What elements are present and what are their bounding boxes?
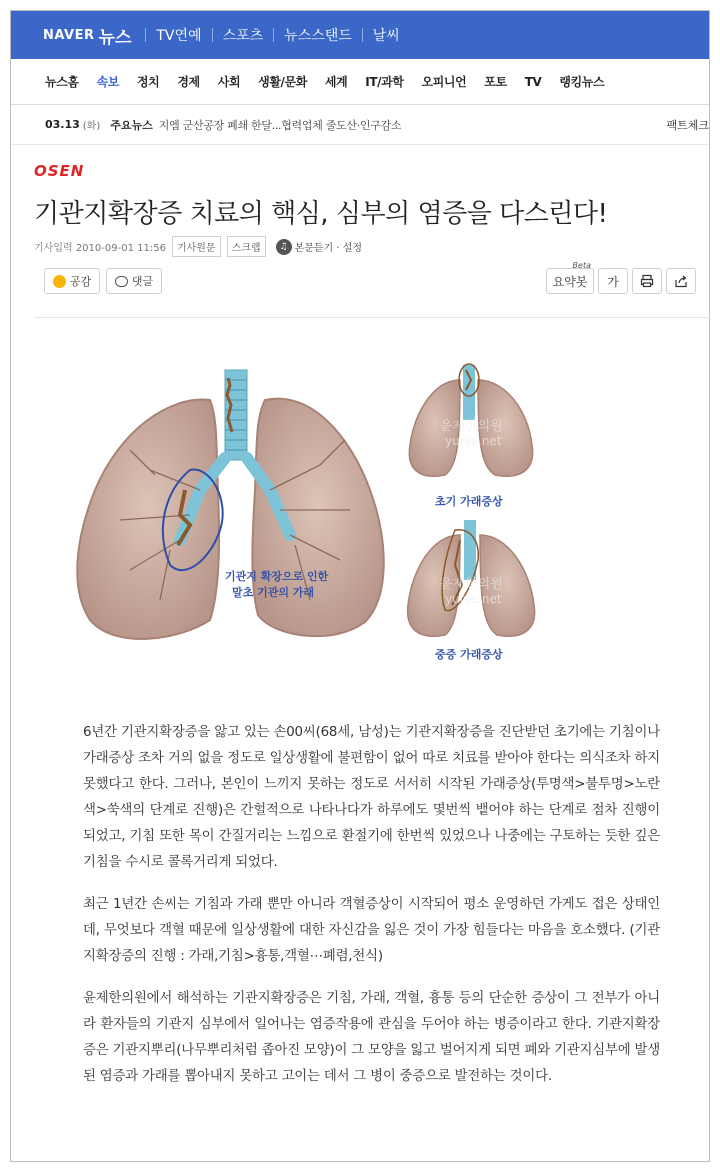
- early-lungs: [409, 364, 532, 508]
- cat-opinion[interactable]: 오피니언: [421, 75, 467, 89]
- nav-divider: [362, 28, 363, 42]
- comment-icon: [115, 276, 128, 287]
- cat-life[interactable]: 생활/문화: [258, 75, 307, 89]
- original-article-button[interactable]: 기사원문: [172, 236, 221, 257]
- like-button[interactable]: [44, 268, 100, 294]
- top-link-weather[interactable]: 날씨: [372, 28, 400, 44]
- article-actions: [34, 262, 710, 318]
- ticker-label: 주요뉴스: [110, 118, 153, 132]
- ticker-day: (화): [82, 121, 101, 132]
- naver-logo[interactable]: NAVER: [43, 27, 95, 43]
- listen-button[interactable]: [276, 239, 363, 255]
- top-link-sports[interactable]: 스포츠: [222, 28, 264, 44]
- cat-breaking[interactable]: 속보: [96, 75, 119, 89]
- body-paragraph-1: 6년간 기관지확장증을 앓고 있는 손00씨(68세, 남성)는 기관지확장증을 진단받던 초기에는 기침이나 가래증상 조차 거의 없을 정도로 일상생활에 불편함이 없어 따로 치료를 받아야 한다는 의식조차 하지 못했다고 한다. 그러나, 본인이 느끼지 못하는 정도로 서서히 시작된 가래증상(투명색>불투명>노란색>쑥색의 단계로 진행)은 간헐적으로 나타나다가 하루에도 몇번씩 뱉어야 하는 단계로 점차 진행이 되었고, 기침 또한 목이 간질거리는 느낌으로 환절기에 한번씩 있었으나 나중에는 구토하는 듯한 깊은 기침을 수시로 콜록거리게 되었다.: [83, 725, 660, 870]
- comment-button[interactable]: [106, 268, 162, 294]
- share-icon: [674, 274, 688, 288]
- press-logo[interactable]: OSEN: [34, 162, 85, 180]
- category-nav: [11, 59, 709, 105]
- nav-divider: [273, 28, 274, 42]
- comment-label: 댓글: [131, 275, 154, 288]
- top-link-newsstand[interactable]: 뉴스스탠드: [284, 28, 352, 44]
- beta-badge: Beta: [572, 261, 591, 270]
- watermark-early-line2: yunje.net: [445, 434, 502, 448]
- print-button[interactable]: [632, 268, 662, 294]
- scrap-button[interactable]: 스크랩: [227, 236, 266, 257]
- cat-economy[interactable]: 경제: [177, 75, 200, 89]
- severe-lungs: [408, 520, 535, 661]
- article-meta: [34, 236, 362, 257]
- ticker-date: 03.13: [45, 118, 80, 131]
- font-size-label: 가: [607, 274, 619, 289]
- early-symptom-label: 초기 가래증상: [435, 495, 503, 508]
- ticker-headline[interactable]: 지엠 군산공장 폐쇄 한달...협력업체 줄도산·인구감소: [158, 118, 402, 132]
- print-icon: [640, 274, 654, 288]
- watermark-severe-line1: 윤제한의원: [440, 577, 503, 592]
- cat-society[interactable]: 사회: [217, 75, 241, 89]
- summary-label: 요약봇: [552, 274, 588, 289]
- headphone-icon: ♫: [276, 239, 292, 255]
- top-nav: [135, 25, 399, 45]
- cat-world[interactable]: 세계: [324, 75, 348, 89]
- nav-divider: [212, 28, 213, 42]
- body-paragraph-2: 최근 1년간 손씨는 기침과 가래 뿐만 아니라 객혈증상이 시작되어 평소 운영하던 가게도 접은 상태인데, 무엇보다 객혈 때문에 일상생활에 대한 자신감을 잃은 것이 가장 힘들다는 마음을 호소했다. (기관지확장증의 진행 : 가래,기침>흉통,객혈⋯폐렴,천식): [83, 897, 660, 964]
- body-paragraph-3: 윤제한의원에서 해석하는 기관지확장증은 기침, 가래, 객혈, 흉통 등의 단순한 증상이 그 전부가 아니라 환자들의 기관지 심부에서 일어나는 염증작용에 관심을 두어야 하는 병증이라고 한다. 기관지확장증은 기관지뿌리(나무뿌리처럼 좁아진 모양)이 그 모양을 잃고 벌어지게 되면 폐와 기관지심부에 발생된 염증과 가래를 뽑아내지 못하고 고이는 데서 그 병이 중증으로 발전하는 것이다.: [83, 991, 660, 1084]
- lung-illustration: [60, 340, 620, 685]
- severe-symptom-label: 중증 가래증상: [435, 648, 503, 661]
- watermark-early-line1: 윤제한의원: [440, 419, 503, 434]
- main-label-line2: 말초 기관의 가래: [232, 586, 315, 599]
- main-lungs: [77, 370, 383, 639]
- listen-label: 본문듣기 · 설정: [294, 243, 363, 254]
- factcheck-link[interactable]: 팩트체크: [666, 118, 709, 132]
- cat-news-home[interactable]: 뉴스홈: [45, 75, 79, 89]
- share-button[interactable]: [666, 268, 696, 294]
- top-bar: [11, 11, 709, 59]
- font-size-button[interactable]: [598, 268, 628, 294]
- cat-politics[interactable]: 정치: [136, 75, 160, 89]
- smile-icon: [53, 275, 66, 288]
- summary-bot-button[interactable]: [546, 261, 594, 294]
- top-link-tv[interactable]: TV연예: [156, 28, 202, 44]
- cat-it[interactable]: IT/과학: [365, 75, 404, 89]
- like-label: 공감: [69, 275, 92, 288]
- cat-ranking[interactable]: 랭킹뉴스: [559, 75, 605, 89]
- main-label-line1: 기관지 확장으로 인한: [225, 570, 329, 583]
- cat-tv[interactable]: TV: [524, 74, 542, 89]
- article-body: [83, 720, 660, 1106]
- news-service-title[interactable]: 뉴스: [98, 27, 132, 48]
- watermark-severe-line2: yunje.net: [445, 592, 502, 606]
- headline-ticker: [11, 105, 709, 145]
- nav-divider: [145, 28, 146, 42]
- article-title: 기관지확장증 치료의 핵심, 심부의 염증을 다스린다!: [34, 199, 608, 229]
- article-date: 기사입력 2010-09-01 11:56: [34, 243, 166, 254]
- cat-photo[interactable]: 포토: [484, 75, 507, 89]
- lung-diagram-svg: [60, 340, 620, 685]
